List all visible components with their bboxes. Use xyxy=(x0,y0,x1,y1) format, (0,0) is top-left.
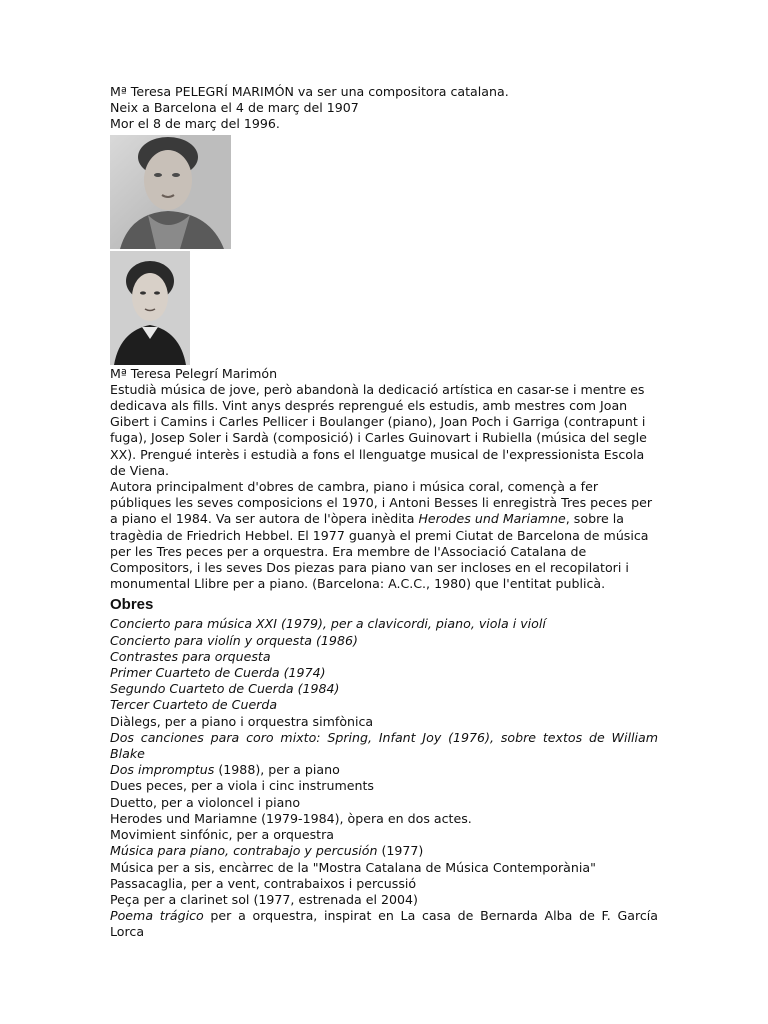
work-item xyxy=(110,908,658,940)
work-detail: (1988), per a piano xyxy=(214,762,340,778)
work-item: Contrastes para orquesta xyxy=(110,648,271,664)
portrait-photo-older-image xyxy=(110,135,231,249)
work-detail: (1977) xyxy=(377,843,424,859)
document-body xyxy=(110,84,658,941)
photo-caption: Mª Teresa Pelegrí Marimón xyxy=(110,365,278,381)
work-item: Segundo Cuarteto de Cuerda (1984) xyxy=(110,681,340,697)
work-title: Dos impromptus xyxy=(110,762,215,778)
bio-paragraph-2 xyxy=(110,479,658,592)
work-item: Concierto para violín y orquesta (1986) xyxy=(110,632,358,648)
opera-title: Herodes und Mariamne xyxy=(418,511,566,527)
work-item xyxy=(110,762,658,778)
work-item: Peça per a clarinet sol (1977, estrenada el 2004) xyxy=(110,891,418,907)
bio-paragraph-1: Estudià música de jove, però abandonà la dedicació artística en casar-se i mentre es dedicava als fills. Vint anys després reprengué els estudis, amb mestres com Joan Gibert i Camins i Carles Pellicer i Boulanger (piano), Joan Poch i Garriga (contrapunt i fuga), Josep Soler i Sardà (composició) i Carles Guinovart i Rubiella (música del segle XX). Prengué interès i estudià a fons el llenguatge musical de l'expressionista Escola de Viena. xyxy=(110,381,647,478)
work-item xyxy=(110,843,658,859)
work-item: Tercer Cuarteto de Cuerda xyxy=(110,697,278,713)
portrait-photo-younger xyxy=(110,251,190,365)
intro-line-death: Mor el 8 de març del 1996. xyxy=(110,116,280,132)
work-item: Passacaglia, per a vent, contrabaixos i percussió xyxy=(110,875,417,891)
work-item: Movimient sinfónic, per a orquestra xyxy=(110,827,334,843)
work-item: Dos canciones para coro mixto: Spring, Infant Joy (1976), sobre textos de William Blake xyxy=(110,729,658,762)
bio-paragraph-2-text-a: Autora principalment d'obres de cambra, piano i música coral, començà a fer públiques les seves composicions el 1970, i Antoni Besses li enregistrà Tres peces per a piano el 1984. Va ser autora de l'òpera inèdita xyxy=(110,479,653,527)
works-heading: Obres xyxy=(110,596,154,614)
bio-paragraph-2-text-b: , sobre la tragèdia de Friedrich Hebbel. El 1977 guanyà el premi Ciutat de Barcelona de música per les Tres peces per a orquestra. Era membre de l'Associació Catalana de Compositors, i les seves Dos piezas para piano van ser incloses en el recopilatori i monumental Llibre per a piano. (Barcelona: A.C.C., 1980) que l'entitat publicà. xyxy=(110,511,649,592)
work-title: Poema trágico xyxy=(110,908,204,924)
intro-line-name: Mª Teresa PELEGRÍ MARIMÓN va ser una compositora catalana. xyxy=(110,84,509,99)
work-item: Herodes und Mariamne (1979-1984), òpera en dos actes. xyxy=(110,810,472,826)
work-item: Concierto para música XXI (1979), per a clavicordi, piano, viola i violí xyxy=(110,616,546,632)
work-item: Diàlegs, per a piano i orquestra simfònica xyxy=(110,713,374,729)
work-title: Música para piano, contrabajo y percusión xyxy=(110,843,378,859)
work-item: Música per a sis, encàrrec de la "Mostra Catalana de Música Contemporània" xyxy=(110,859,596,875)
work-item: Primer Cuarteto de Cuerda (1974) xyxy=(110,665,326,681)
work-item: Dues peces, per a viola i cinc instruments xyxy=(110,778,374,794)
works-list xyxy=(110,616,658,940)
work-item: Duetto, per a violoncel i piano xyxy=(110,794,301,810)
portrait-photo-older xyxy=(110,135,231,249)
intro-line-birth: Neix a Barcelona el 4 de març del 1907 xyxy=(110,100,359,116)
portrait-photo-younger-image xyxy=(110,251,190,365)
work-detail: per a orquestra, inspirat en La casa de Bernarda Alba de F. García Lorca xyxy=(110,908,658,940)
